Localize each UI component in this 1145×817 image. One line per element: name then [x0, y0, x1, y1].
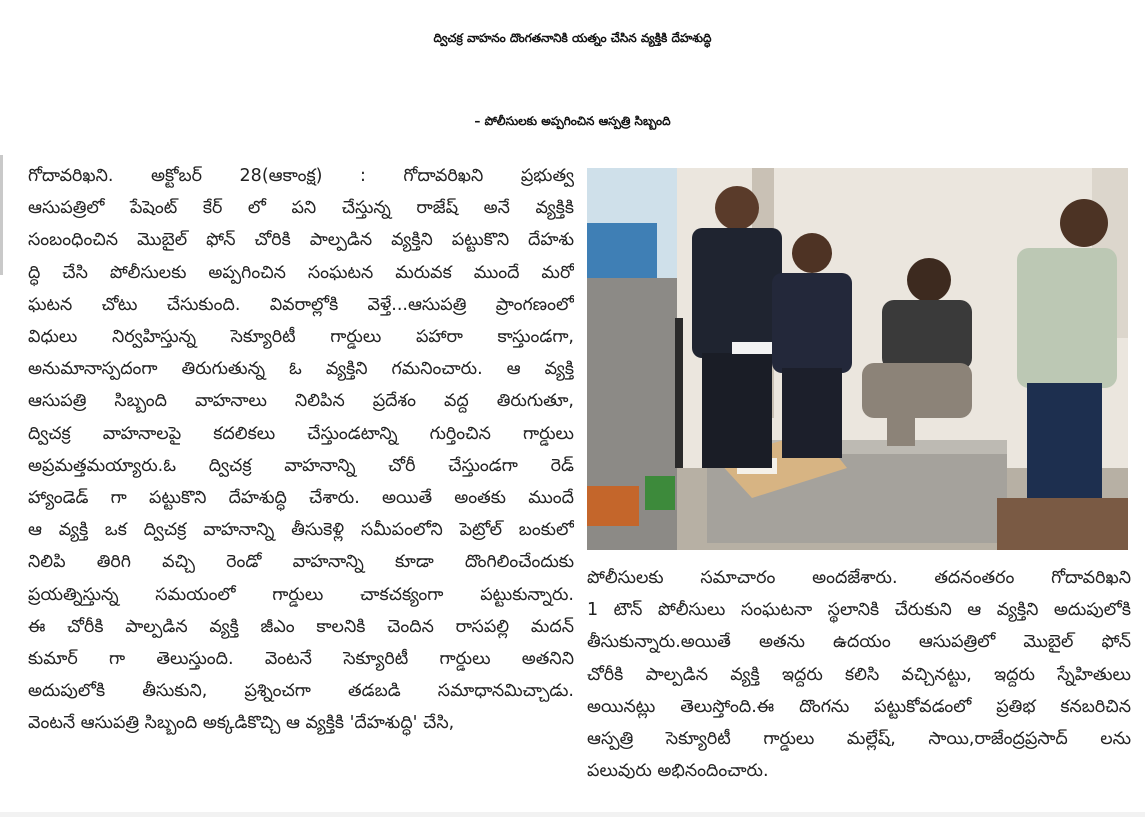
guard-two-torso	[772, 273, 852, 373]
page-bottom-edge	[0, 812, 1145, 817]
guard-torso	[692, 228, 782, 358]
page-edge-mark	[0, 155, 3, 275]
right-column-line: చోరీకి పాల్పడిన వ్యక్తి ఇద్దరు కలిసి వచ్చినట్టు, ఇద్దరు స్నేహితులు	[587, 664, 1131, 685]
guard-legs	[702, 353, 772, 468]
seated-man-trousers	[862, 363, 972, 418]
left-column-line: ద్విచక్ర వాహనాలపై కదలికలు చేస్తుండటాన్ని గుర్తించిన గార్డులు	[28, 423, 574, 444]
right-column-line: పలువురు అభినందించారు.	[587, 761, 769, 782]
left-column-line: అదుపులోకి తీసుకుని, ప్రశ్నించగా తడబడి సమాధానమిచ్చాడు.	[28, 681, 574, 702]
subheadline: – పోలీసులకు అప్పగించిన ఆస్పత్రి సిబ్బంది	[474, 114, 671, 128]
rubble	[997, 498, 1128, 550]
book	[645, 476, 675, 510]
left-column	[28, 160, 574, 740]
left-column-line: విధులు నిర్వహిస్తున్న సెక్యూరిటీ గార్డులు పహారా కాస్తుండగా,	[28, 327, 574, 348]
left-column-line: అప్రమత్తమయ్యారు.ఓ ద్విచక్ర వాహనాన్ని చోరీ చేస్తుండగా రెడ్	[28, 455, 574, 476]
left-column-line: ద్ధి చేసి పోలీసులకు అప్పగించిన సంఘటన మరువక ముందే మరో	[28, 262, 574, 283]
left-column-line: హ్యాండెడ్ గా పట్టుకొని దేహశుద్ధి చేశారు. అయితే అంతకు ముందే	[28, 488, 574, 509]
guard-two-legs	[782, 368, 842, 458]
right-column-line: తీసుకున్నారు.అయితే అతను ఉదయం ఆసుపత్రిలో మొబైల్ ఫోన్	[587, 632, 1131, 653]
left-column-line: ఆసుపత్రి సిబ్బంది వాహనాలు నిలిపిన ప్రదేశం వద్ద తిరుగుతూ,	[28, 391, 574, 412]
left-column-line: అనుమానాస్పదంగా తిరుగుతున్న ఓ వ్యక్తిని గమనించారు. ఆ వ్యక్తి	[28, 359, 574, 380]
right-column-line: ఆస్పత్రి సెక్యూరిటీ గార్డులు మల్లేష్, సాయి,రాజేంద్రప్రసాద్ లను	[587, 729, 1131, 750]
left-column-line: ప్రయత్నిస్తున్న సమయంలో గార్డులు చాకచక్యంగా పట్టుకున్నారు.	[28, 584, 574, 605]
lathi-stick	[675, 318, 683, 468]
right-column-line: అయినట్లు తెలుస్తోంది.ఈ దొంగను పట్టుకోవడంలో ప్రతిభ కనబరిచిన	[587, 696, 1131, 717]
photo-illustration	[587, 168, 1128, 550]
headline: ద్విచక్ర వాహనం దొంగతనానికి యత్నం చేసిన వ్యక్తికి దేహశుద్ధి	[433, 31, 712, 45]
checked-shirt	[1017, 248, 1117, 388]
book-stack	[587, 486, 639, 526]
checked-shirt-man-head	[1060, 199, 1108, 247]
seated-man-shirt	[882, 300, 972, 370]
right-column-line: 1 టౌన్ పోలీసులు సంఘటనా స్థలానికి చేరుకుని ఆ వ్యక్తిని అదుపులోకి	[587, 600, 1131, 621]
right-column	[587, 562, 1131, 787]
left-column-line: గోదావరిఖని. అక్టోబర్ 28(ఆకాంక్ష) : గోదావరిఖని ప్రభుత్వ	[28, 166, 574, 186]
left-column-line: నిలిపి తిరిగి వచ్చి రెండో వాహనాన్ని కూడా దొంగిలించేందుకు	[28, 552, 574, 573]
left-column-line: వెంటనే ఆసుపత్రి సిబ్బంది అక్కడికొచ్చి ఆ వ్యక్తికి 'దేహశుద్ధి' చేసి,	[28, 713, 455, 734]
left-column-line: కుమార్ గా తెలుస్తుంది. వెంటనే సెక్యూరిటీ గార్డులు అతనిని	[28, 649, 574, 670]
right-column-line: పోలీసులకు సమాచారం అందజేశారు. తదనంతరం గోదావరిఖని	[587, 568, 1131, 588]
news-photo	[587, 168, 1128, 550]
left-column-line: ఆసుపత్రిలో పేషెంట్ కేర్ లో పని చేస్తున్న రాజేష్ అనే వ్యక్తికి	[28, 198, 574, 219]
blue-fence	[587, 223, 657, 283]
left-column-line: సంబంధించిన మొబైల్ ఫోన్ చోరికి పాల్పడిన వ్యక్తిని పట్టుకొని దేహశు	[28, 230, 574, 251]
left-column-line: ఆ వ్యక్తి ఒక ద్విచక్ర వాహనాన్ని తీసుకెళ్లి సమీపంలోని పెట్రోల్ బంకులో	[28, 520, 574, 541]
left-column-line: ఈ చోరీకి పాల్పడిన వ్యక్తి జీఎం కాలనికి చెందిన రాసపల్లి మదన్	[28, 616, 574, 637]
seated-man-head	[907, 258, 951, 302]
guard-head	[715, 186, 759, 230]
seated-man-leg	[887, 416, 915, 446]
guard-two-head	[792, 233, 832, 273]
left-column-line: ఘటన చోటు చేసుకుంది. వివరాల్లోకి వెళ్తే...ఆసుపత్రి ప్రాంగణంలో	[28, 294, 574, 315]
